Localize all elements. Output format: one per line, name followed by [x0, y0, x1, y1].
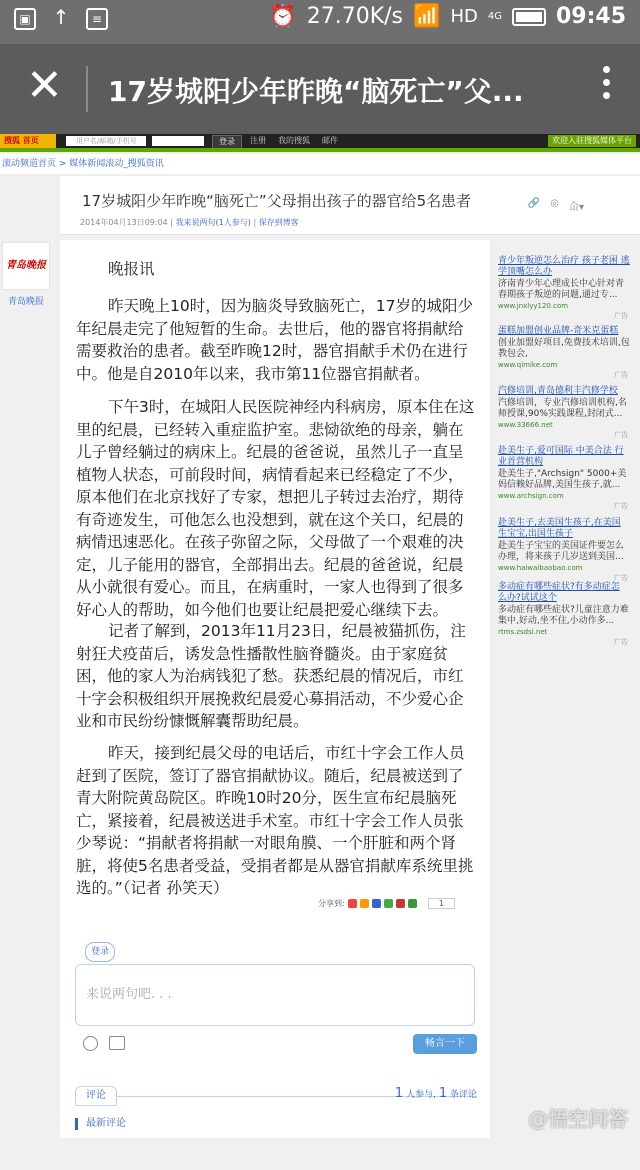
- ad-desc: 汽修培训，专业汽修培训机构,名师授课,90%实践课程,封闭式...: [498, 398, 627, 419]
- ad-desc: 赴美生子,"Archsign" 5000+美妈信赖好品牌,美国生孩子,就...: [498, 469, 627, 490]
- ad-title[interactable]: 赴美生子,去美国生孩子,在美国 生宝宝,出国生孩子: [498, 518, 621, 539]
- status-bar: [0, 0, 640, 44]
- image-icon[interactable]: [109, 1036, 125, 1050]
- share-label: 分享到:: [318, 899, 345, 908]
- ad-item[interactable]: [498, 582, 630, 646]
- ad-item[interactable]: [498, 386, 630, 439]
- signal-tag: 4G: [487, 11, 502, 22]
- ad-mark: 广告: [614, 574, 628, 582]
- share-icon[interactable]: [408, 899, 417, 908]
- article-tools: [528, 198, 584, 213]
- ad-item[interactable]: [498, 256, 630, 320]
- article-paragraph: 记者了解到，2013年11月23日，纪晨被猫抓伤，注射狂犬疫苗后，诱发急性播散性脑脊髓炎。由于家庭贫困，他的家人为治病钱犯了愁。获悉纪晨的情况后，市红十字会积极组织开展挽救纪晨爱心募捐活动，不少爱心企业和市民纷纷慷慨解囊帮助纪晨。: [76, 622, 466, 730]
- site-logo[interactable]: 搜狐 首页: [0, 134, 56, 148]
- watermark: @悟空问答: [528, 1107, 628, 1131]
- ad-mark: 广告: [614, 638, 628, 646]
- ad-title[interactable]: 赴美生子,爱可国际 中美合法 行业首营机构: [498, 446, 624, 467]
- comment-count: 1: [438, 1086, 448, 1101]
- share-icon[interactable]: [348, 899, 357, 908]
- media-column: [0, 236, 50, 1138]
- close-icon[interactable]: ✕: [26, 60, 63, 111]
- welcome-banner[interactable]: 欢迎入驻搜狐媒体平台: [548, 135, 636, 147]
- alarm-icon: ⏰: [269, 4, 297, 29]
- ad-url: rtms.zsdsi.net: [498, 628, 548, 636]
- breadcrumb[interactable]: 滚动频道首页 > 媒体新闻滚动_搜狐资讯: [0, 154, 640, 174]
- nav-link-register[interactable]: 注册: [250, 136, 266, 145]
- share-icon[interactable]: [384, 899, 393, 908]
- nav-link-mail[interactable]: 邮件: [322, 136, 338, 145]
- article-paragraph: 昨天，接到纪晨父母的电话后，市红十字会工作人员赶到了医院，签订了器官捐献协议。随后，纪晨被送到了青大附院黄岛院区。昨晚10时20分，医生宣布纪晨脑死亡，紧接着，纪晨被送进手术室。市红十字会工作人员张少琴说：“捐献者将捐献一对眼角膜、一个肝脏和两个肾脏，将使5名患者受益，受捐者都是从器官捐献库系统里挑选的。”（记者 孙笑天）: [76, 744, 474, 897]
- ad-url: www.archsign.com: [498, 492, 564, 500]
- article-paragraph: 下午3时，在城阳人民医院神经内科病房，原本住在这里的纪晨，已经转入重症监护室。悲恸欲绝的母亲，躺在儿子曾经躺过的病床上。纪晨的爸爸说，虽然儿子一直呈植物人状态，可前段时间，病情看起来已经稳定了不少，原本他们在北京找好了专家，想把儿子转过去治疗，期待有奇迹发生，可他怎么也没想到，就在这个关口，纪晨的病情迅速恶化。在孩子弥留之际，父母做了一个艰难的决定，儿子能用的器官，全部捐出去。纪晨的爸爸说，纪晨从小就很有爱心。而且，在病重时，一家人也得到了很多好心人的帮助，如今他们也要让纪晨把爱心继续下去。: [76, 398, 475, 619]
- emoji-icon[interactable]: [83, 1036, 98, 1051]
- share-icon[interactable]: [360, 899, 369, 908]
- nav-link-my-sohu[interactable]: 我的搜狐: [278, 136, 310, 145]
- divider: [86, 66, 88, 112]
- message-icon: ≡: [86, 8, 108, 30]
- article-title: 17岁城阳少年昨晚“脑死亡”父母捐出孩子的器官给5名患者: [82, 192, 472, 210]
- font-size-icon[interactable]: 仚▾: [568, 202, 584, 213]
- article-body: [60, 240, 490, 1138]
- tab-comments[interactable]: 评论: [75, 1086, 117, 1106]
- username-input[interactable]: 用户名/邮箱/手机号: [66, 136, 146, 146]
- link-icon[interactable]: 🔗: [527, 198, 541, 209]
- article-paragraph: 晚报讯: [108, 260, 155, 278]
- ad-url: www.jnxlyy120.com: [498, 302, 569, 310]
- meta-divider: |: [250, 218, 259, 227]
- article-date: 2014年04月13日09:04 |: [80, 218, 176, 227]
- browser-title-bar: [0, 44, 640, 134]
- gallery-icon: ▣: [14, 8, 36, 30]
- comment-input[interactable]: 来说两句吧. . .: [75, 964, 475, 1026]
- share-icon[interactable]: [396, 899, 405, 908]
- battery-icon: [512, 8, 546, 26]
- media-logo[interactable]: 青岛晚报: [2, 242, 50, 290]
- share-icon[interactable]: [372, 899, 381, 908]
- site-nav: [0, 134, 640, 148]
- ad-mark: 广告: [614, 431, 628, 439]
- participant-label: 人参与,: [406, 1090, 436, 1100]
- ad-desc: 赴美生子宝宝的美国证件要怎么办理，将来孩子几岁送到美国...: [498, 541, 625, 562]
- ad-desc: 多动症有哪些症状?儿童注意力难集中,好动,坐不住,小动作多...: [498, 605, 629, 626]
- ad-desc: 济南青少年心理成长中心针对青春期孩子叛逆的问题,通过专...: [498, 279, 625, 300]
- article-header: [60, 176, 640, 235]
- nav-divider: [0, 148, 640, 152]
- share-count: 1: [428, 898, 455, 909]
- hd-label: HD: [450, 6, 478, 27]
- wifi-icon: 📶: [413, 4, 441, 29]
- participant-count: 1: [394, 1086, 404, 1101]
- ad-title[interactable]: 多动症有哪些症状?有多动症怎 么办?试试这个: [498, 582, 620, 603]
- comment-link[interactable]: 我来说两句(1人参与): [175, 218, 251, 227]
- ad-mark: 广告: [614, 312, 628, 320]
- ad-desc: 创业加盟好项目,免费技术培训,包教包会,: [498, 338, 630, 359]
- ad-url: www.qimike.com: [498, 361, 558, 369]
- comment-count-label: 条评论: [449, 1090, 477, 1100]
- article-paragraph: 昨天晚上10时，因为脑炎导致脑死亡，17岁的城阳少年纪晨走完了他短暂的生命。去世后，他的器官将捐献给需要救治的患者。截至昨晚12时，器官捐献手术仍在进行中。他是自2010年以来，我市第11位器官捐献者。: [76, 297, 473, 383]
- mail-icon[interactable]: ◎: [550, 198, 559, 209]
- ad-url: www.haiwaibaobao.com: [498, 564, 583, 572]
- clock: 09:45: [555, 4, 626, 29]
- comment-box: [75, 940, 477, 1170]
- ad-url: www.33666.net: [498, 421, 553, 429]
- comment-stats: [395, 1086, 477, 1101]
- article-meta: [80, 217, 299, 228]
- password-input[interactable]: [152, 136, 204, 146]
- latest-comments-heading: 最新评论: [75, 1118, 126, 1130]
- ad-title[interactable]: 青少年叛逆怎么治疗 孩子老困 逃学顶嘴怎么办: [498, 256, 630, 277]
- more-menu-icon[interactable]: [603, 66, 610, 99]
- media-name[interactable]: 青岛晚报: [8, 297, 45, 307]
- ad-mark: 广告: [614, 371, 628, 379]
- ad-title[interactable]: 汽修培训,青岛德利丰汽修学校: [498, 386, 618, 396]
- page-title: 17岁城阳少年昨晚“脑死亡”父...: [108, 75, 524, 108]
- upload-icon: ↑: [52, 5, 70, 29]
- ad-title[interactable]: 蛋糕加盟创业品牌-奇米克蛋糕: [498, 326, 619, 336]
- share-bar: [318, 898, 455, 909]
- post-comment-button[interactable]: 畅言一下: [413, 1034, 477, 1054]
- ad-item[interactable]: [498, 326, 630, 379]
- comment-login-button[interactable]: 登录: [85, 942, 115, 962]
- ad-item[interactable]: [498, 446, 630, 510]
- ad-mark: 广告: [614, 502, 628, 510]
- save-blog-link[interactable]: 保存到博客: [258, 218, 299, 227]
- ad-item[interactable]: [498, 518, 630, 582]
- nav-login-button[interactable]: 登录: [212, 135, 242, 149]
- network-speed: 27.70K/s: [306, 4, 404, 29]
